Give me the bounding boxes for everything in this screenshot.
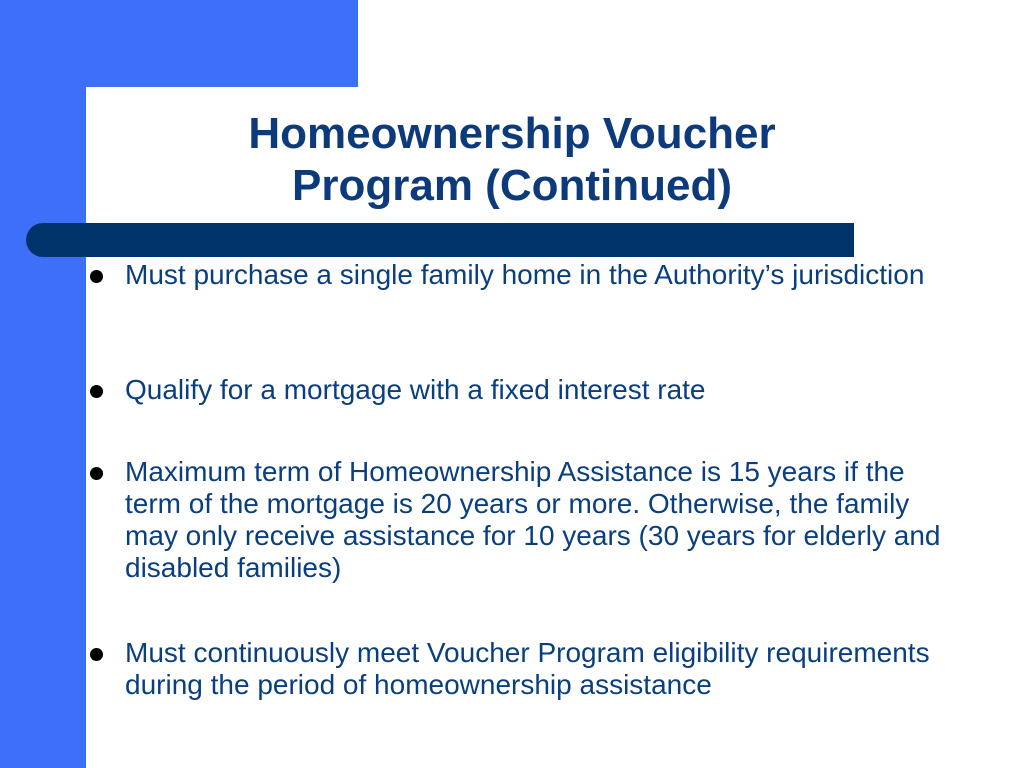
bullet-text: Must continuously meet Voucher Program eligibility requirements during the period of homeownership assistance (125, 637, 930, 700)
bullet-dot-icon (90, 648, 103, 661)
bullet-item (90, 456, 950, 584)
bullet-dot-icon (90, 385, 103, 398)
bullet-text: Must purchase a single family home in the Authority’s jurisdiction (125, 259, 925, 290)
bullet-dot-icon (90, 270, 103, 283)
bullet-text: Qualify for a mortgage with a fixed interest rate (125, 374, 706, 405)
title-line-1: Homeownership Voucher (248, 109, 776, 158)
bullet-item (90, 259, 950, 291)
bullet-item (90, 374, 950, 406)
bullet-text: Maximum term of Homeownership Assistance is 15 years if the term of the mortgage is 20 years or more. Otherwise, the family may only receive assistance for 10 years (30 years for elderly and disabled families) (125, 456, 941, 583)
bullet-item (90, 637, 950, 701)
title-line-2: Program (Continued) (292, 161, 732, 210)
bullet-dot-icon (90, 467, 103, 480)
